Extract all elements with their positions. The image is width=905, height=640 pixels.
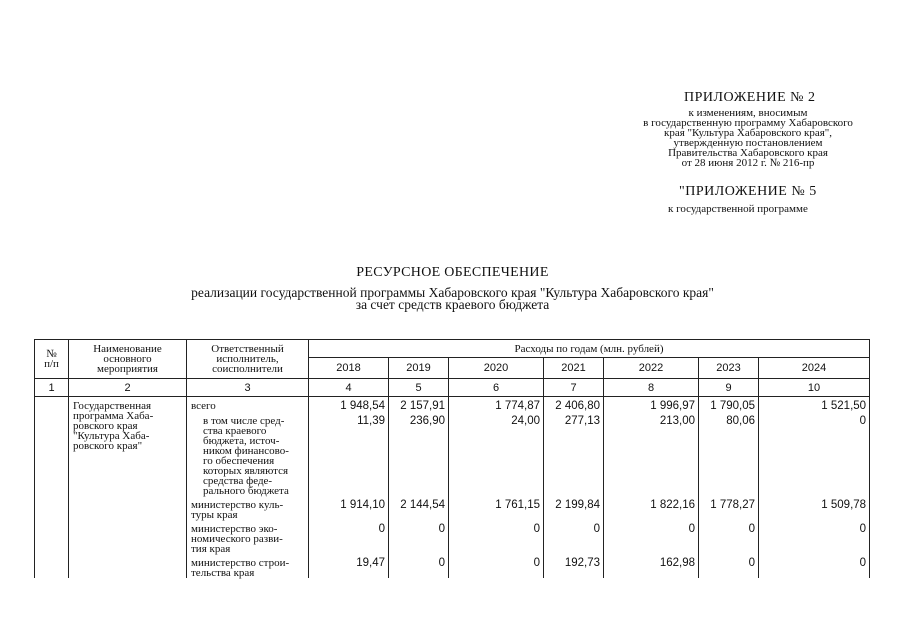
header-text: № bbox=[46, 348, 57, 360]
header-text: мероприятия bbox=[97, 363, 158, 375]
year-header: 2022 bbox=[604, 358, 699, 379]
subtitle-line-1: реализации государственной программы Хабаровского края "Культура Хабаровского края" bbox=[191, 285, 714, 300]
header-row bbox=[35, 340, 870, 358]
col-header-responsible bbox=[187, 340, 309, 379]
year-header: 2018 bbox=[309, 358, 389, 379]
responsible-line: ником финансово- bbox=[203, 445, 289, 457]
value-cell: 1 914,10 bbox=[309, 496, 389, 520]
table-row bbox=[35, 397, 870, 413]
value-cell: 0 bbox=[604, 520, 699, 554]
header-text: основного bbox=[103, 353, 152, 365]
header-text: соисполнители bbox=[212, 363, 283, 375]
column-number: 10 bbox=[759, 379, 870, 397]
year-header: 2024 bbox=[759, 358, 870, 379]
year-header: 2021 bbox=[544, 358, 604, 379]
col-header-number bbox=[35, 340, 69, 379]
appendix-line: к изменениям, вносимым bbox=[688, 107, 808, 119]
responsible-line: го обеспечения bbox=[203, 455, 275, 467]
year-header: 2020 bbox=[449, 358, 544, 379]
column-number: 2 bbox=[69, 379, 187, 397]
value-cell: 0 bbox=[449, 520, 544, 554]
row-number-cell bbox=[35, 397, 69, 579]
value-cell: 2 406,80 bbox=[544, 397, 604, 413]
value-cell: 1 790,05 bbox=[699, 397, 759, 413]
value-cell: 1 996,97 bbox=[604, 397, 699, 413]
responsible-cell bbox=[187, 412, 309, 496]
value-cell: 2 144,54 bbox=[389, 496, 449, 520]
responsible-line: туры края bbox=[191, 509, 238, 521]
col-header-name bbox=[69, 340, 187, 379]
value-cell: 1 778,27 bbox=[699, 496, 759, 520]
value-cell: 0 bbox=[759, 554, 870, 578]
responsible-line: рального бюджета bbox=[203, 485, 289, 497]
responsible-line: ства краевого bbox=[203, 425, 267, 437]
value-cell: 0 bbox=[389, 554, 449, 578]
value-cell: 1 761,15 bbox=[449, 496, 544, 520]
responsible-line: министерство куль- bbox=[191, 499, 284, 511]
appendix-line: Правительства Хабаровского края bbox=[668, 147, 828, 159]
responsible-cell bbox=[187, 496, 309, 520]
appendix-line: утвержденную постановлением bbox=[673, 137, 823, 149]
responsible-cell bbox=[187, 520, 309, 554]
column-number: 4 bbox=[309, 379, 389, 397]
appendix-line: в государственную программу Хабаровского bbox=[643, 117, 853, 129]
value-cell: 0 bbox=[389, 520, 449, 554]
value-cell: 0 bbox=[759, 520, 870, 554]
program-name-cell bbox=[69, 397, 187, 579]
value-cell: 236,90 bbox=[389, 412, 449, 496]
header-text: исполнитель, bbox=[216, 353, 279, 365]
responsible-line: всего bbox=[191, 400, 216, 412]
value-cell: 1 509,78 bbox=[759, 496, 870, 520]
resource-table bbox=[34, 339, 870, 578]
appendix-title-2: "ПРИЛОЖЕНИЕ № 5 bbox=[679, 184, 817, 199]
appendix-subtext-2: к государственной программе bbox=[668, 203, 808, 215]
value-cell: 80,06 bbox=[699, 412, 759, 496]
value-cell: 277,13 bbox=[544, 412, 604, 496]
appendix-line: края "Культура Хабаровского края", bbox=[663, 127, 833, 139]
program-name-line: программа Хаба- bbox=[73, 410, 154, 422]
value-cell: 0 bbox=[699, 520, 759, 554]
value-cell: 2 199,84 bbox=[544, 496, 604, 520]
year-header: 2023 bbox=[699, 358, 759, 379]
column-number: 1 bbox=[35, 379, 69, 397]
program-name-line: ровского края bbox=[73, 420, 138, 432]
document-subtitle bbox=[0, 287, 905, 311]
value-cell: 1 521,50 bbox=[759, 397, 870, 413]
column-number: 6 bbox=[449, 379, 544, 397]
subtitle-line-2: за счет средств краевого бюджета bbox=[355, 297, 550, 312]
year-header: 2019 bbox=[389, 358, 449, 379]
value-cell: 162,98 bbox=[604, 554, 699, 578]
value-cell: 0 bbox=[309, 520, 389, 554]
appendix-line: от 28 июня 2012 г. № 216-пр bbox=[681, 157, 815, 169]
value-cell: 213,00 bbox=[604, 412, 699, 496]
responsible-line: бюджета, источ- bbox=[203, 435, 280, 447]
program-name-line: ровского края" bbox=[73, 440, 143, 452]
col-header-expenses: Расходы по годам (млн. рублей) bbox=[309, 340, 870, 358]
program-name-line: "Культура Хаба- bbox=[73, 430, 150, 442]
value-cell: 1 822,16 bbox=[604, 496, 699, 520]
column-number: 7 bbox=[544, 379, 604, 397]
table-body bbox=[35, 397, 870, 579]
responsible-line: тельства края bbox=[191, 567, 255, 579]
column-number-row bbox=[35, 379, 870, 397]
value-cell: 1 948,54 bbox=[309, 397, 389, 413]
header-text: Наименование bbox=[93, 343, 162, 355]
column-number: 9 bbox=[699, 379, 759, 397]
value-cell: 0 bbox=[699, 554, 759, 578]
responsible-line: тия края bbox=[191, 543, 231, 555]
column-number: 3 bbox=[187, 379, 309, 397]
column-number: 8 bbox=[604, 379, 699, 397]
appendix-title: ПРИЛОЖЕНИЕ № 2 bbox=[684, 90, 816, 105]
responsible-line: средства феде- bbox=[203, 475, 273, 487]
value-cell: 2 157,91 bbox=[389, 397, 449, 413]
value-cell: 0 bbox=[544, 520, 604, 554]
responsible-line: министерство эко- bbox=[191, 523, 278, 535]
responsible-line: которых являются bbox=[203, 465, 289, 477]
program-name-line: Государственная bbox=[73, 400, 152, 412]
responsible-line: министерство строи- bbox=[191, 557, 290, 569]
header-text: п/п bbox=[44, 358, 59, 370]
responsible-line: в том числе сред- bbox=[203, 415, 285, 427]
value-cell: 0 bbox=[759, 412, 870, 496]
responsible-cell bbox=[187, 554, 309, 578]
responsible-line: номического разви- bbox=[191, 533, 283, 545]
value-cell: 1 774,87 bbox=[449, 397, 544, 413]
value-cell: 192,73 bbox=[544, 554, 604, 578]
column-number: 5 bbox=[389, 379, 449, 397]
document-title: РЕСУРСНОЕ ОБЕСПЕЧЕНИЕ bbox=[356, 265, 549, 280]
value-cell: 0 bbox=[449, 554, 544, 578]
appendix-text bbox=[612, 108, 884, 168]
value-cell: 11,39 bbox=[309, 412, 389, 496]
value-cell: 24,00 bbox=[449, 412, 544, 496]
header-text: Ответственный bbox=[211, 343, 284, 355]
responsible-cell bbox=[187, 397, 309, 413]
value-cell: 19,47 bbox=[309, 554, 389, 578]
